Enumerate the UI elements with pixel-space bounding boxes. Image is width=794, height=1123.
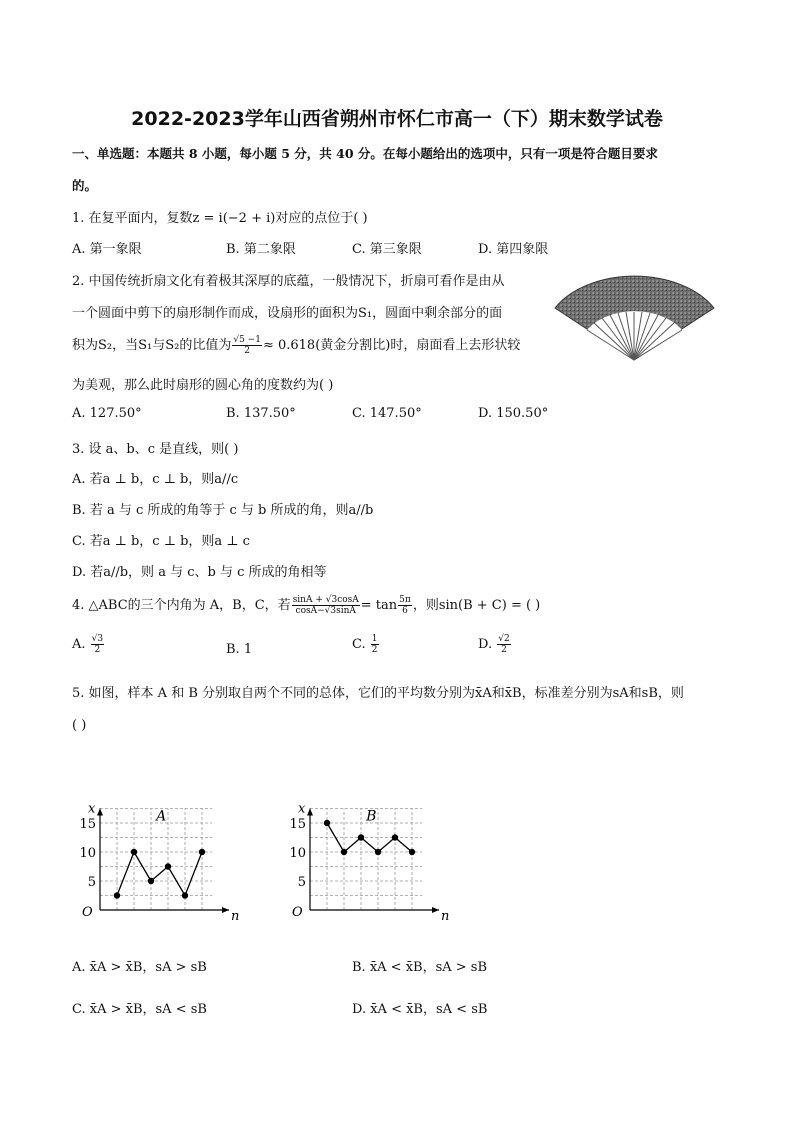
chart-b-series-line bbox=[327, 823, 412, 852]
q4-pre: 4. △ABC的三个内角为 A，B，C，若 bbox=[72, 598, 291, 613]
chart-a-point bbox=[131, 849, 137, 855]
q4-a-den: 2 bbox=[94, 645, 101, 655]
q5-line1: 5. 如图，样本 A 和 B 分别取自两个不同的总体，它们的平均数分别为x̄A和x̄B，标准差分别为sA和sB，则 bbox=[72, 686, 684, 701]
chart-b-ylabel: x bbox=[298, 801, 306, 817]
chart-b-point bbox=[324, 820, 330, 826]
chart-a-title: A bbox=[156, 808, 167, 825]
section-heading-line2: 的。 bbox=[72, 178, 98, 193]
q4-d-frac bbox=[497, 634, 510, 655]
chart-a-point bbox=[148, 878, 154, 884]
q4-a-num: √3 bbox=[91, 634, 104, 644]
section-heading-line1: 一、单选题：本题共 8 小题，每小题 5 分，共 40 分。在每小题给出的选项中，只有一项是符合题目要求 bbox=[72, 146, 658, 161]
q5-option-d: D. x̄A < x̄B，sA < sB bbox=[352, 1002, 488, 1017]
q2-line2: 一个圆面中剪下的扇形制作而成，设扇形的面积为S₁，圆面中剩余部分的面 bbox=[72, 306, 503, 321]
chart-a-series-line bbox=[117, 852, 202, 896]
q4-post: ，则sin(B + C) = ( ) bbox=[412, 598, 541, 613]
q4-option-b: B. 1 bbox=[226, 642, 253, 657]
chart-b-xlabel: n bbox=[441, 909, 450, 924]
q1-option-a: A. 第一象限 bbox=[72, 242, 142, 257]
q4-tan-num: 5π bbox=[399, 595, 411, 605]
q1-option-c: C. 第三象限 bbox=[352, 242, 422, 257]
q2-option-b: B. 137.50° bbox=[226, 406, 296, 421]
q5-option-b: B. x̄A < x̄B，sA > sB bbox=[352, 960, 488, 975]
chart-a-ytick-label: 10 bbox=[79, 846, 96, 861]
q4-d-label: D. bbox=[478, 637, 493, 652]
chart-a-ytick-label: 15 bbox=[79, 817, 96, 832]
chart-b-origin-label: O bbox=[292, 905, 303, 920]
q1-option-b: B. 第二象限 bbox=[226, 242, 296, 257]
q3-option-d: D. 若a//b，则 a 与 c、b 与 c 所成的角相等 bbox=[72, 565, 327, 580]
chart-a-xlabel: n bbox=[231, 909, 240, 924]
q4-fraction bbox=[292, 595, 360, 616]
q4-tan-den: 6 bbox=[402, 606, 408, 616]
q2-line3 bbox=[72, 334, 520, 356]
chart-b-title: B bbox=[366, 808, 377, 825]
q2-fraction bbox=[232, 335, 262, 356]
q2-line3-post: ≈ 0.618(黄金分割比)时，扇面看上去形状较 bbox=[262, 338, 521, 353]
q4-c-num: 1 bbox=[371, 634, 378, 644]
chart-b-point bbox=[375, 849, 381, 855]
chart-a-y-arrow bbox=[97, 809, 103, 816]
page-title: 2022-2023学年山西省朔州市怀仁市高一（下）期末数学试卷 bbox=[131, 108, 663, 130]
q3-option-a: A. 若a ⊥ b，c ⊥ b，则a//c bbox=[72, 472, 239, 487]
q2-frac-den: 2 bbox=[244, 346, 251, 356]
q4-tan-fraction bbox=[398, 595, 412, 616]
q4-c-den: 2 bbox=[371, 645, 378, 655]
chart-a bbox=[70, 782, 260, 927]
q5-line2: ( ) bbox=[72, 718, 87, 733]
folding-fan-image bbox=[552, 268, 717, 363]
q3-option-c: C. 若a ⊥ b，c ⊥ b，则a ⊥ c bbox=[72, 534, 250, 549]
q4-frac-den: cosA−√3sinA bbox=[295, 606, 356, 616]
q2-frac-num: √5 −1 bbox=[233, 335, 261, 345]
q2-option-c: C. 147.50° bbox=[352, 406, 422, 421]
q4-a-frac bbox=[91, 634, 104, 655]
chart-b-ytick-label: 15 bbox=[289, 817, 306, 832]
chart-a-point bbox=[182, 892, 188, 898]
chart-a-point bbox=[199, 849, 205, 855]
chart-b-point bbox=[392, 834, 398, 840]
q4-d-den: 2 bbox=[501, 645, 507, 655]
q4-c-label: C. bbox=[352, 637, 366, 652]
chart-b-point bbox=[341, 849, 347, 855]
chart-a-x-arrow bbox=[222, 907, 229, 913]
chart-b-ytick-label: 10 bbox=[289, 846, 306, 861]
q2-option-a: A. 127.50° bbox=[72, 406, 142, 421]
chart-a-point bbox=[165, 863, 171, 869]
q3-stem: 3. 设 a、b、c 是直线，则( ) bbox=[72, 442, 239, 457]
q5-option-c: C. x̄A > x̄B，sA < sB bbox=[72, 1002, 207, 1017]
q4-a-label: A. bbox=[72, 637, 86, 652]
q4-d-num: √2 bbox=[498, 634, 510, 644]
chart-a-ytick-label: 5 bbox=[87, 875, 96, 890]
q2-line4: 为美观，那么此时扇形的圆心角的度数约为( ) bbox=[72, 378, 334, 393]
q4-stem bbox=[72, 594, 540, 616]
chart-a-point bbox=[114, 892, 120, 898]
q2-option-d: D. 150.50° bbox=[478, 406, 549, 421]
q4-c-frac bbox=[371, 634, 379, 655]
q4-option-c bbox=[352, 634, 380, 655]
chart-a-ylabel: x bbox=[88, 801, 96, 817]
chart-b-x-arrow bbox=[432, 907, 439, 913]
chart-b-ytick-label: 5 bbox=[297, 875, 306, 890]
q2-line3-pre: 积为S₂，当S₁与S₂的比值为 bbox=[72, 338, 232, 353]
chart-b-point bbox=[409, 849, 415, 855]
q3-option-b: B. 若 a 与 c 所成的角等于 c 与 b 所成的角，则a//b bbox=[72, 503, 374, 518]
chart-b bbox=[280, 782, 470, 927]
q1-option-d: D. 第四象限 bbox=[478, 242, 549, 257]
chart-b-point bbox=[358, 834, 364, 840]
q5-option-a: A. x̄A > x̄B，sA > sB bbox=[72, 960, 207, 975]
q1-stem: 1. 在复平面内，复数z = i(−2 + i)对应的点位于( ) bbox=[72, 211, 368, 226]
q4-option-d bbox=[478, 634, 512, 655]
q2-line1: 2. 中国传统折扇文化有着极其深厚的底蕴，一般情况下，折扇可看作是由从 bbox=[72, 274, 505, 289]
q4-frac-num: sinA + √3cosA bbox=[292, 595, 359, 605]
chart-a-origin-label: O bbox=[82, 905, 93, 920]
chart-b-y-arrow bbox=[307, 809, 313, 816]
q4-mid: = tan bbox=[360, 598, 398, 613]
q4-option-a bbox=[72, 634, 105, 655]
